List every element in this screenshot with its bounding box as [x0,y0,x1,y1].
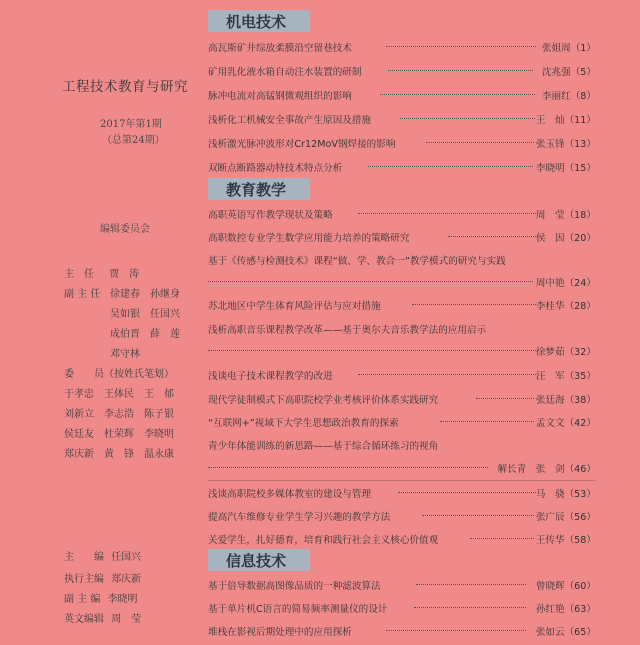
leader-dots [440,421,534,422]
entry-title: 高职数控专业学生数学应用能力培养的策略研究 [208,233,410,244]
total-issue-line: （总第24期） [102,135,165,146]
entry-title: 浅析激光脉冲波形对Cr12MoV钢焊接的影响 [208,139,396,150]
issue-line: 2017年第1期 [100,119,162,130]
entry-title: 现代学徒制模式下高职院校学业考核评价体系实践研究 [208,395,439,406]
leader-dots [388,70,533,71]
editor-name: 任国兴 [111,552,142,563]
entry-title: 提高汽车维修专业学生学习兴趣的教学方法 [208,512,391,523]
entry-title: 堆栈在影视后期处理中的应用探析 [208,627,352,638]
entry-author-page: 张如云（65） [535,627,596,638]
entry-title: 脉冲电流对高锰钢微观组织的影响 [208,91,352,102]
leader-dots [208,281,533,282]
entry-author-page: 周 莹（18） [535,210,596,221]
section-title: 信息技术 [226,552,287,570]
entry-author-page: 王传华（58） [535,535,596,546]
entry-title: 苏北地区中学生体育风险评估与应对措施 [208,301,381,312]
leader-dots [358,374,536,375]
editorial-board-title: 编辑委员会 [100,224,150,235]
english-editor-label: 英文编辑 [64,614,104,625]
leader-dots [358,213,536,214]
section-heading-education [208,178,310,200]
leader-dots [398,492,536,493]
entry-title: 基于《传感与检测技术》课程“做、学、教合一”教学模式的研究与实践 [208,256,506,267]
entry-author-page: 周中艳（24） [535,278,596,289]
entry-author-page: 马 骁（53） [535,489,596,500]
entry-author-page: 张姐周（1） [541,43,596,54]
entry-author-page: 汪 军（35） [535,371,596,382]
entry-title: 浅析化工机械安全事故产生原因及措施 [208,115,372,126]
leader-dots [476,398,534,399]
entry-author-page: 徐梦茹（32） [535,347,596,358]
deputy-editor-row [64,590,138,605]
entry-title: 矿用乳化液水箱自动注水装置的研制 [208,67,362,78]
vice-director-row: 邓守林 [110,349,140,360]
member-row: 刘新立 李志浩 陈子银 [64,409,174,420]
vice-director-row: 成伯晋 薛 莲 [110,329,180,340]
divider [208,480,596,481]
editor-row [64,548,141,563]
leader-dots [426,142,534,143]
exec-editor-row [64,570,141,585]
entry-title: 浅谈高职院校多媒体教室的建设与管理 [208,489,372,500]
vice-director-row: 吴如银 任国兴 [110,309,180,320]
section-title: 机电技术 [226,13,287,31]
leader-dots [208,350,538,351]
section-heading-information [208,549,310,571]
leader-dots [414,607,526,608]
journal-title: 工程技术教育与研究 [62,79,188,95]
entry-title: 浅析高职音乐课程教学改革——基于奥尔夫音乐教学法的应用启示 [208,325,487,336]
entry-author-page: 孙红艳（63） [535,604,596,615]
entry-title: 高瓦斯矿井综放柔膜沿空留巷技术 [208,43,352,54]
entry-title: 基于倍导数据高图像品质的一种滤波算法 [208,581,381,592]
entry-author-page: 张廷海（38） [535,395,596,406]
leader-dots [208,467,488,468]
leader-dots [422,515,534,516]
vice-director-row: 徐建春 孙继身 [110,289,180,300]
members-label: 委 员（按姓氏笔划） [64,369,174,380]
leader-dots [448,236,536,237]
leader-dots [368,166,533,167]
entry-title: 基于单片机C语言的简易频率测量仪的设计 [208,604,388,615]
member-row: 于孝忠 王体民 王 郁 [64,389,174,400]
entry-title: 双断点断路器动特技术特点分析 [208,163,343,174]
member-row: 侯廷友 杜荣辉 李晓明 [64,429,174,440]
director-name: 贾 涛 [109,269,140,280]
exec-editor-label: 执行主编 [64,574,104,585]
entry-author-page: 张玉锋（13） [535,139,596,150]
deputy-editor-label: 副 主 编 [64,594,101,605]
leader-dots [470,538,534,539]
entry-author-page: 侯 因（20） [535,233,596,244]
entry-author-page: 沈兆强（5） [541,67,596,78]
entry-title: “互联网+”视域下大学生思想政治教育的探索 [208,418,399,429]
entry-title: 青少年体能训练的新思路——基于综合循环练习的视角 [208,441,439,452]
director-row [64,265,139,280]
leader-dots [386,46,536,47]
entry-author-page: 曾晓辉（60） [535,581,596,592]
entry-author-page: 李晓明（15） [535,163,596,174]
leader-dots [380,94,535,95]
leader-dots [400,118,535,119]
leader-dots [416,584,526,585]
entry-author-page: 孟文文（42） [535,418,596,429]
entry-author-page: 李桂华（28） [535,301,596,312]
editor-label: 主 编 [64,552,104,563]
vice-director-label: 副 主 任 [64,289,101,300]
deputy-editor-name: 李晓明 [107,594,138,605]
entry-author-page: 李丽红（8） [541,91,596,102]
entry-author-page: 解长青 张 剑（46） [497,464,596,475]
leader-dots [412,304,536,305]
section-title: 教育教学 [226,181,287,199]
entry-author-page: 王 灿（11） [535,115,596,126]
leader-dots [386,630,526,631]
english-editor-name: 周 莹 [111,614,142,625]
section-heading-mechatronics [208,10,310,32]
entry-title: 关爱学生，扎好德育，培育和践行社会主义核心价值观 [208,535,439,546]
exec-editor-name: 郑庆新 [111,574,142,585]
entry-author-page: 张广辰（56） [535,512,596,523]
masthead [0,0,200,645]
member-row: 郑庆新 黄 锋 温永康 [64,449,174,460]
english-editor-row [64,610,141,625]
director-label: 主 任 [64,269,94,280]
entry-title: 高职英语写作教学现状及策略 [208,210,333,221]
entry-title: 浅谈电子技术课程教学的改进 [208,371,333,382]
